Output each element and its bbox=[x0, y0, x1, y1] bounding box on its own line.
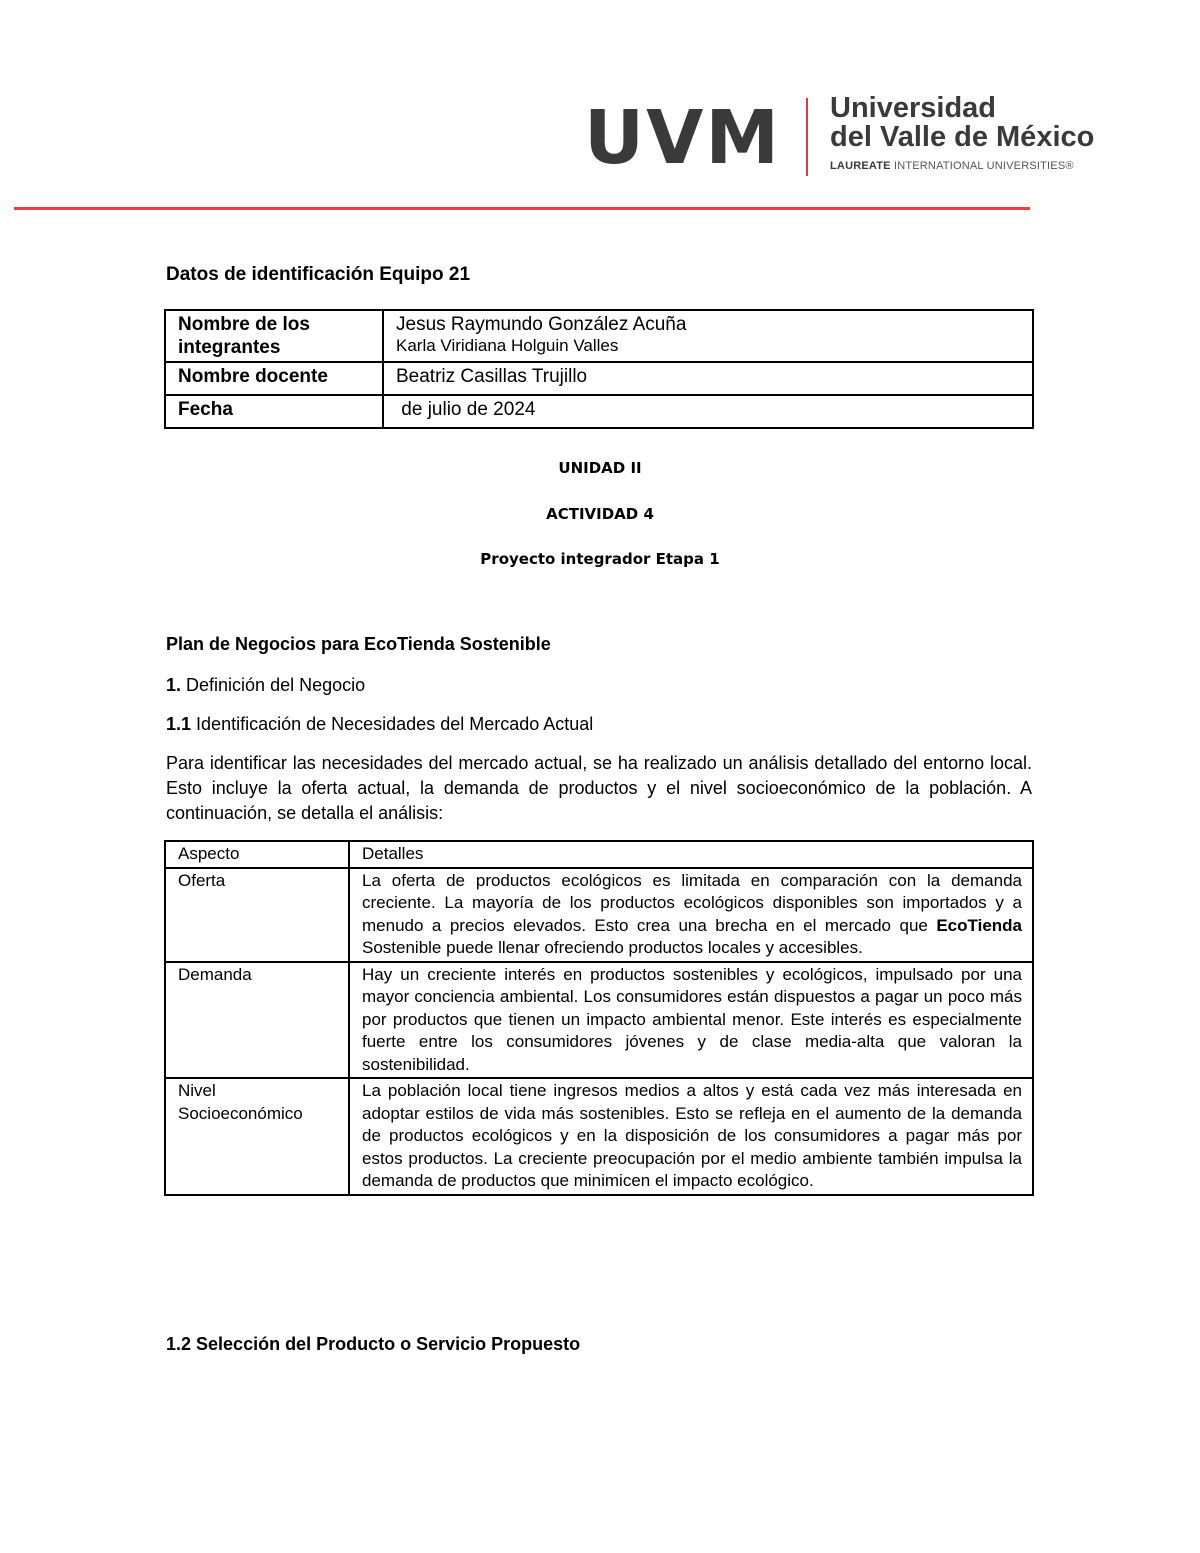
section-1-1-number: 1.1 bbox=[166, 714, 192, 734]
detail-cell bbox=[349, 868, 1033, 962]
ecotienda-keyword: EcoTienda bbox=[936, 915, 1022, 935]
logo-divider bbox=[806, 98, 808, 176]
aspect-cell: Oferta bbox=[165, 868, 349, 962]
table-row bbox=[165, 868, 1033, 962]
table-row bbox=[165, 962, 1033, 1079]
member-2: Karla Viridiana Holguin Valles bbox=[396, 336, 619, 355]
section-1-heading bbox=[166, 674, 365, 696]
table-header-row bbox=[165, 841, 1033, 868]
university-name-line2: del Valle de México bbox=[830, 121, 1095, 153]
detail-cell: Hay un creciente interés en productos sostenibles y ecológicos, impulsado por una mayor conciencia ambiental. Los consumidores están dispuestos a pagar un poco más por productos que tienen un impacto ambiental menor. Este interés es especialmente fuerte entre los consumidores jóvenes y de clase media-alta que valoran la sostenibilidad. bbox=[349, 962, 1033, 1079]
detail-cell: La población local tiene ingresos medios a altos y está cada vez más interesada en adoptar estilos de vida más sostenibles. Esto se refleja en el aumento de la demanda de productos ecológicos y en la disposición de los consumidores a pagar más por estos productos. La creciente preocupación por el medio ambiente también impulsa la demanda de productos que minimicen el impacto ecológico. bbox=[349, 1078, 1033, 1195]
laureate-label: LAUREATE bbox=[830, 160, 891, 172]
identification-table bbox=[164, 309, 1034, 429]
section-1-number: 1. bbox=[166, 675, 182, 695]
project-title: Proyecto integrador Etapa 1 bbox=[480, 550, 720, 568]
unit-title: UNIDAD II bbox=[558, 459, 642, 477]
table-row bbox=[165, 395, 1033, 428]
plan-title: Plan de Negocios para EcoTienda Sostenible bbox=[166, 634, 551, 654]
uvm-logo-mark: UVM bbox=[584, 95, 781, 181]
table-row bbox=[165, 362, 1033, 395]
section-1-1-title: Identificación de Necesidades del Mercado Actual bbox=[196, 714, 594, 734]
section-1-title: Definición del Negocio bbox=[186, 675, 366, 695]
table-row bbox=[165, 310, 1033, 362]
section-1-1-heading bbox=[166, 713, 593, 735]
aspect-cell: Nivel Socioeconómico bbox=[165, 1078, 349, 1195]
aspect-cell: Demanda bbox=[165, 962, 349, 1079]
date-label: Fecha bbox=[165, 395, 383, 428]
university-name-line1: Universidad bbox=[830, 92, 996, 124]
activity-title: ACTIVIDAD 4 bbox=[546, 505, 654, 523]
analysis-table bbox=[164, 840, 1034, 1196]
network-label: INTERNATIONAL UNIVERSITIES® bbox=[893, 160, 1074, 172]
detail-text: Sostenible puede llenar ofreciendo productos locales y accesibles. bbox=[362, 938, 863, 957]
member-1: Jesus Raymundo González Acuña bbox=[396, 314, 687, 335]
university-logo bbox=[584, 94, 1104, 184]
intro-paragraph: Para identificar las necesidades del mercado actual, se ha realizado un análisis detallado del entorno local. Esto incluye la oferta actual, la demanda de productos y el nivel socioeconómico de la población. A continuación, se detalla el análisis: bbox=[166, 753, 1032, 823]
members-value bbox=[383, 310, 1033, 362]
table-row bbox=[165, 1078, 1033, 1195]
identification-heading: Datos de identificación Equipo 21 bbox=[166, 264, 471, 285]
university-name bbox=[830, 94, 1094, 152]
laureate-network bbox=[830, 160, 1074, 172]
header-rule bbox=[14, 207, 1030, 210]
header-details: Detalles bbox=[349, 841, 1033, 868]
section-1-2-heading: 1.2 Selección del Producto o Servicio Propuesto bbox=[166, 1334, 581, 1354]
date-value: de julio de 2024 bbox=[383, 395, 1033, 428]
teacher-label: Nombre docente bbox=[165, 362, 383, 395]
teacher-value: Beatriz Casillas Trujillo bbox=[383, 362, 1033, 395]
members-label: Nombre de los integrantes bbox=[165, 310, 383, 362]
header-aspect: Aspecto bbox=[165, 841, 349, 868]
detail-text: La oferta de productos ecológicos es limitada en comparación con la demanda creciente. La mayoría de los productos ecológicos disponibles son importados y a menudo a precios elevados. Esto crea una brecha en el mercado que bbox=[362, 870, 1022, 935]
